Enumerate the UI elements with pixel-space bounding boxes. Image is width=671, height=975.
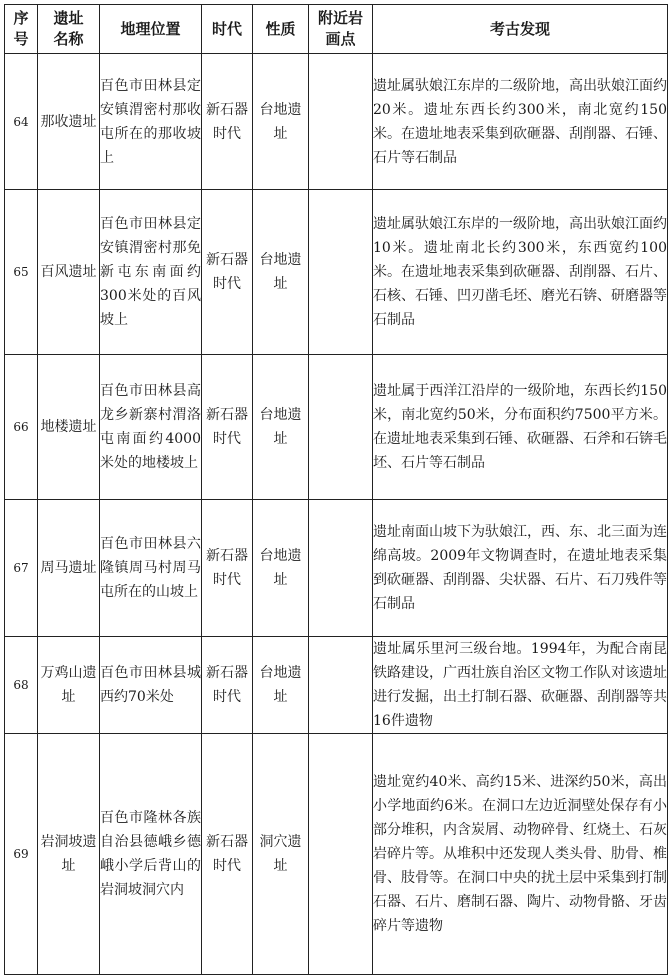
cell-no: 65 <box>5 190 38 355</box>
cell-findings: 遗址南面山坡下为驮娘江，西、东、北三面为连绵高坡。2009年文物调查时，在遗址地表采集到砍砸器、刮削器、尖状器、石片、石刀残件等石制品 <box>373 500 668 637</box>
cell-location: 百色市田林县定安镇渭密村那免新屯东南面约300米处的百风坡上 <box>100 190 202 355</box>
cell-name: 百风遗址 <box>38 190 100 355</box>
cell-location: 百色市田林县定安镇渭密村那收屯所在的那收坡上 <box>100 54 202 190</box>
header-no: 序 号 <box>5 5 38 54</box>
cell-nature: 台地遗址 <box>253 190 309 355</box>
cell-era: 新石器时代 <box>202 190 253 355</box>
table-row <box>5 500 668 637</box>
cell-no: 69 <box>5 734 38 975</box>
cell-location: 百色市田林县城西约70米处 <box>100 637 202 734</box>
table-row <box>5 355 668 500</box>
cell-name: 万鸡山遗址 <box>38 637 100 734</box>
cell-rock-art <box>309 190 373 355</box>
header-name: 遗址 名称 <box>38 5 100 54</box>
cell-era: 新石器时代 <box>202 637 253 734</box>
cell-findings: 遗址属于西洋江沿岸的一级阶地，东西长约150米，南北宽约50米，分布面积约7500平方米。在遗址地表采集到石锤、砍砸器、石斧和石锛毛坯、石片等石制品 <box>373 355 668 500</box>
cell-rock-art <box>309 734 373 975</box>
cell-nature: 台地遗址 <box>253 355 309 500</box>
cell-findings: 遗址属驮娘江东岸的一级阶地，高出驮娘江面约10米。遗址南北长约300米，东西宽约100米。在遗址地表采集到砍砸器、刮削器、石片、石核、石锤、凹刃凿毛坯、磨光石锛、研磨器等石制品 <box>373 190 668 355</box>
table-row <box>5 54 668 190</box>
cell-findings: 遗址属乐里河三级台地。1994年，为配合南昆铁路建设，广西壮族自治区文物工作队对该遗址进行发掘，出土打制石器、砍砸器、刮削器等共16件遗物 <box>373 637 668 734</box>
cell-findings: 遗址宽约40米、高约15米、进深约50米，高出小学地面约6米。在洞口左边近洞壁处保存有小部分堆积，内含炭屑、动物碎骨、红烧土、石灰岩碎片等。从堆积中还发现人类头骨、肋骨、椎骨、肢骨等。在洞口中央的扰土层中采集到打制石器、石片、磨制石器、陶片、动物骨骼、牙齿碎片等遗物 <box>373 734 668 975</box>
cell-era: 新石器时代 <box>202 355 253 500</box>
cell-name: 地楼遗址 <box>38 355 100 500</box>
cell-nature: 台地遗址 <box>253 637 309 734</box>
header-nature: 性质 <box>253 5 309 54</box>
cell-name: 岩洞坡遗址 <box>38 734 100 975</box>
cell-no: 64 <box>5 54 38 190</box>
archaeological-sites-table <box>4 4 668 975</box>
cell-era: 新石器时代 <box>202 500 253 637</box>
cell-name: 周马遗址 <box>38 500 100 637</box>
cell-era: 新石器时代 <box>202 734 253 975</box>
header-rock-art: 附近岩 画点 <box>309 5 373 54</box>
table-header-row <box>5 5 668 54</box>
cell-no: 68 <box>5 637 38 734</box>
cell-nature: 台地遗址 <box>253 500 309 637</box>
cell-location: 百色市田林县六隆镇周马村周马屯所在的山坡上 <box>100 500 202 637</box>
cell-nature: 洞穴遗址 <box>253 734 309 975</box>
cell-findings: 遗址属驮娘江东岸的二级阶地，高出驮娘江面约20米。遗址东西长约300米，南北宽约150米。在遗址地表采集到砍砸器、刮削器、石锤、石片等石制品 <box>373 54 668 190</box>
header-findings: 考古发现 <box>373 5 668 54</box>
cell-nature: 台地遗址 <box>253 54 309 190</box>
table-row <box>5 190 668 355</box>
header-location: 地理位置 <box>100 5 202 54</box>
cell-no: 67 <box>5 500 38 637</box>
header-era: 时代 <box>202 5 253 54</box>
cell-rock-art <box>309 355 373 500</box>
table-row <box>5 637 668 734</box>
cell-location: 百色市田林县高龙乡新寨村渭洛屯南面约4000米处的地楼坡上 <box>100 355 202 500</box>
cell-rock-art <box>309 500 373 637</box>
cell-rock-art <box>309 637 373 734</box>
cell-era: 新石器时代 <box>202 54 253 190</box>
table-row <box>5 734 668 975</box>
cell-location: 百色市隆林各族自治县德峨乡德峨小学后背山的岩洞坡洞穴内 <box>100 734 202 975</box>
cell-name: 那收遗址 <box>38 54 100 190</box>
cell-rock-art <box>309 54 373 190</box>
cell-no: 66 <box>5 355 38 500</box>
